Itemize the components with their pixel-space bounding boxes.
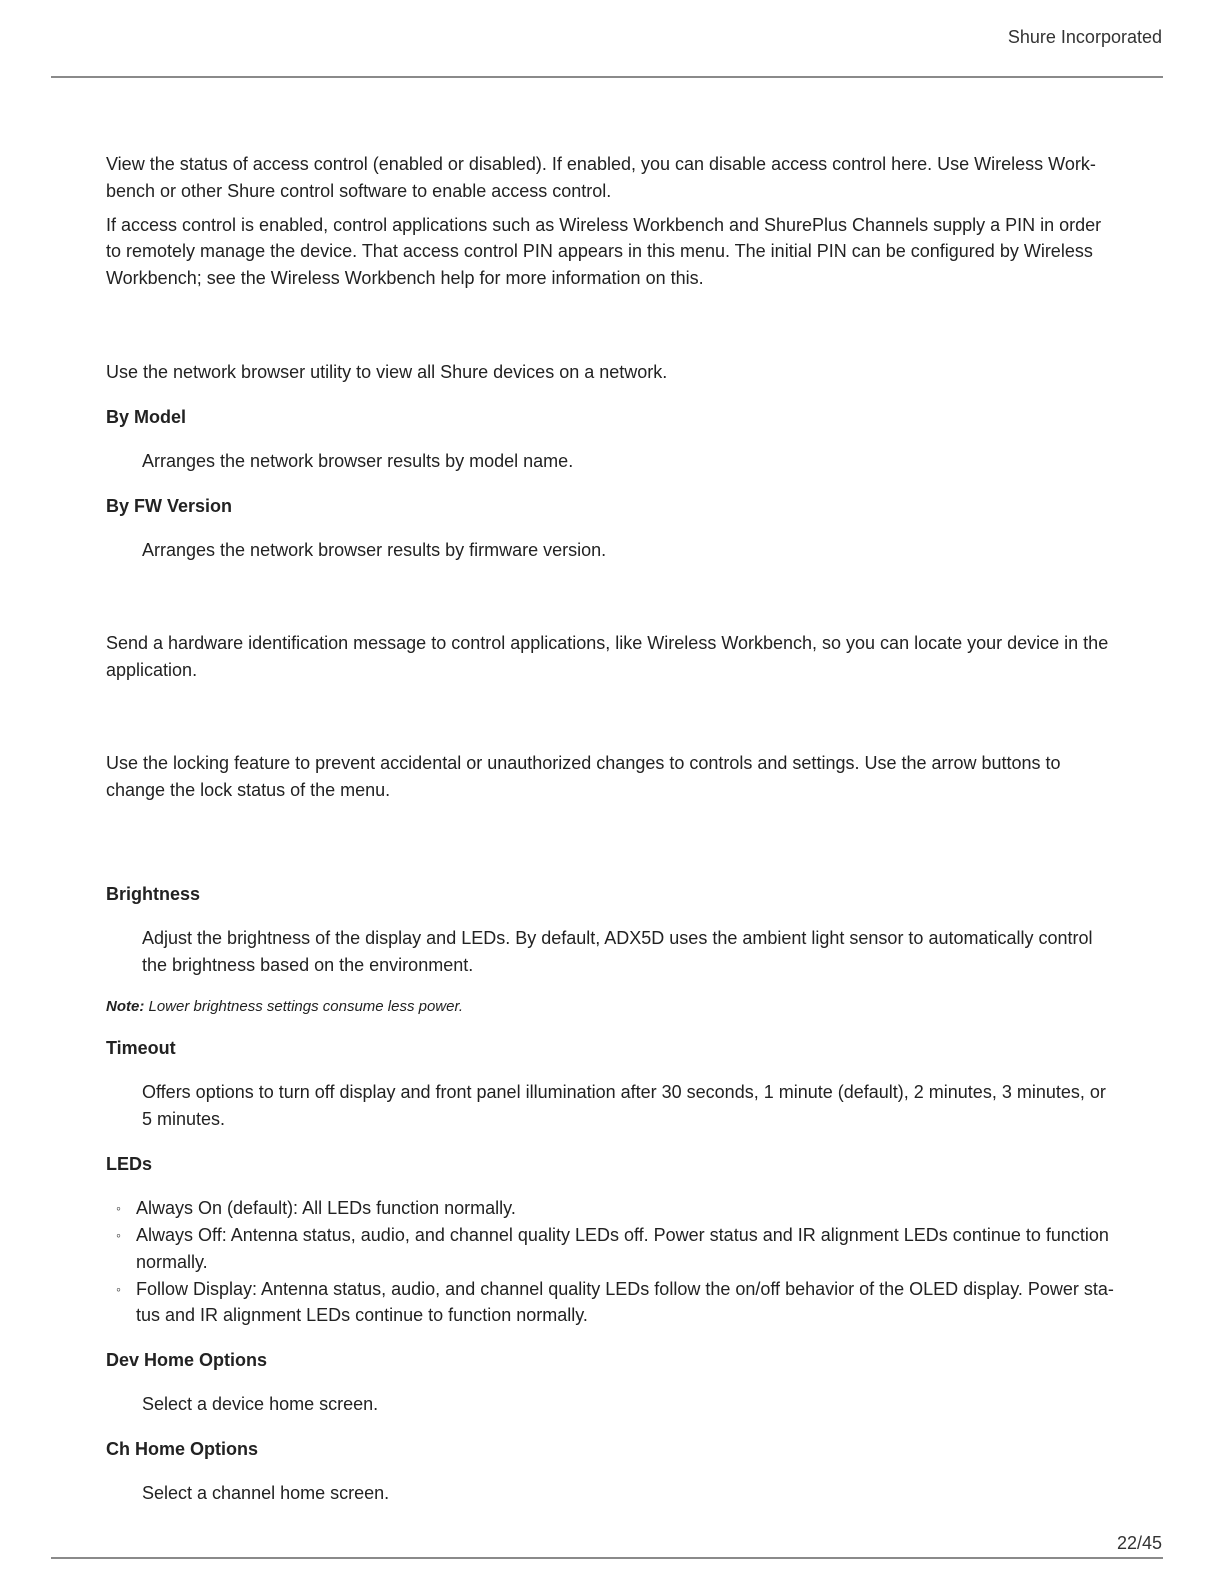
bullet-marker: ◦ (116, 1227, 121, 1243)
lock-paragraph-line: change the lock status of the menu. (106, 780, 391, 800)
brightness-description-line: the brightness based on the environment. (142, 955, 474, 975)
leds-option-always-on: Always On (default): All LEDs function normally. (136, 1198, 516, 1218)
brightness-note (106, 998, 463, 1016)
bullet-marker: ◦ (116, 1281, 121, 1297)
bullet-marker: ◦ (116, 1200, 121, 1216)
by-model-description: Arranges the network browser results by model name. (142, 451, 574, 471)
footer-divider (51, 1557, 1163, 1559)
network-browser-intro: Use the network browser utility to view all Shure devices on a network. (106, 362, 668, 382)
lock-paragraph-line: Use the locking feature to prevent accidental or unauthorized changes to controls and settings. Use the arrow buttons to (106, 753, 1061, 773)
access-control-paragraph-line: View the status of access control (enabled or disabled). If enabled, you can disable access control here. Use Wireless Work- (106, 154, 1096, 174)
ch-home-options-description: Select a channel home screen. (142, 1483, 390, 1503)
leds-option-always-off-line: Always Off: Antenna status, audio, and channel quality LEDs off. Power status and IR alignment LEDs continue to function (136, 1225, 1109, 1245)
access-control-paragraph-line: bench or other Shure control software to enable access control. (106, 181, 612, 201)
access-control-pin-paragraph-line: Workbench; see the Wireless Workbench help for more information on this. (106, 268, 704, 288)
find-device-paragraph-line: application. (106, 660, 198, 680)
access-control-pin-paragraph-line: to remotely manage the device. That access control PIN appears in this menu. The initial PIN can be configured by Wireless (106, 241, 1093, 261)
ch-home-options-term: Ch Home Options (106, 1439, 258, 1459)
brightness-description-line: Adjust the brightness of the display and LEDs. By default, ADX5D uses the ambient light sensor to automatically control (142, 928, 1093, 948)
timeout-description-line: Offers options to turn off display and front panel illumination after 30 seconds, 1 minute (default), 2 minutes, 3 minutes, or (142, 1082, 1106, 1102)
dev-home-options-description: Select a device home screen. (142, 1394, 379, 1414)
leds-option-always-off-line: normally. (136, 1252, 208, 1272)
note-label: Note: (106, 998, 145, 1015)
by-model-term: By Model (106, 407, 187, 427)
leds-option-follow-display-line: tus and IR alignment LEDs continue to function normally. (136, 1305, 588, 1325)
header-divider (51, 76, 1163, 78)
by-fw-version-term: By FW Version (106, 496, 233, 516)
brightness-term: Brightness (106, 884, 201, 904)
find-device-paragraph-line: Send a hardware identification message to control applications, like Wireless Workbench, so you can locate your device in the (106, 633, 1109, 653)
access-control-pin-paragraph-line: If access control is enabled, control applications such as Wireless Workbench and ShurePlus Channels supply a PIN in order (106, 215, 1102, 235)
note-text: Lower brightness settings consume less power. (144, 998, 464, 1015)
leds-term: LEDs (106, 1154, 153, 1174)
leds-option-follow-display-line: Follow Display: Antenna status, audio, and channel quality LEDs follow the on/off behavior of the OLED display. Power sta- (136, 1279, 1114, 1299)
header-company-name: Shure Incorporated (1007, 27, 1162, 47)
dev-home-options-term: Dev Home Options (106, 1350, 268, 1370)
by-fw-version-description: Arranges the network browser results by firmware version. (142, 540, 607, 560)
timeout-term: Timeout (106, 1038, 176, 1058)
page-number: 22/45 (1116, 1533, 1162, 1553)
timeout-description-line: 5 minutes. (142, 1109, 226, 1129)
